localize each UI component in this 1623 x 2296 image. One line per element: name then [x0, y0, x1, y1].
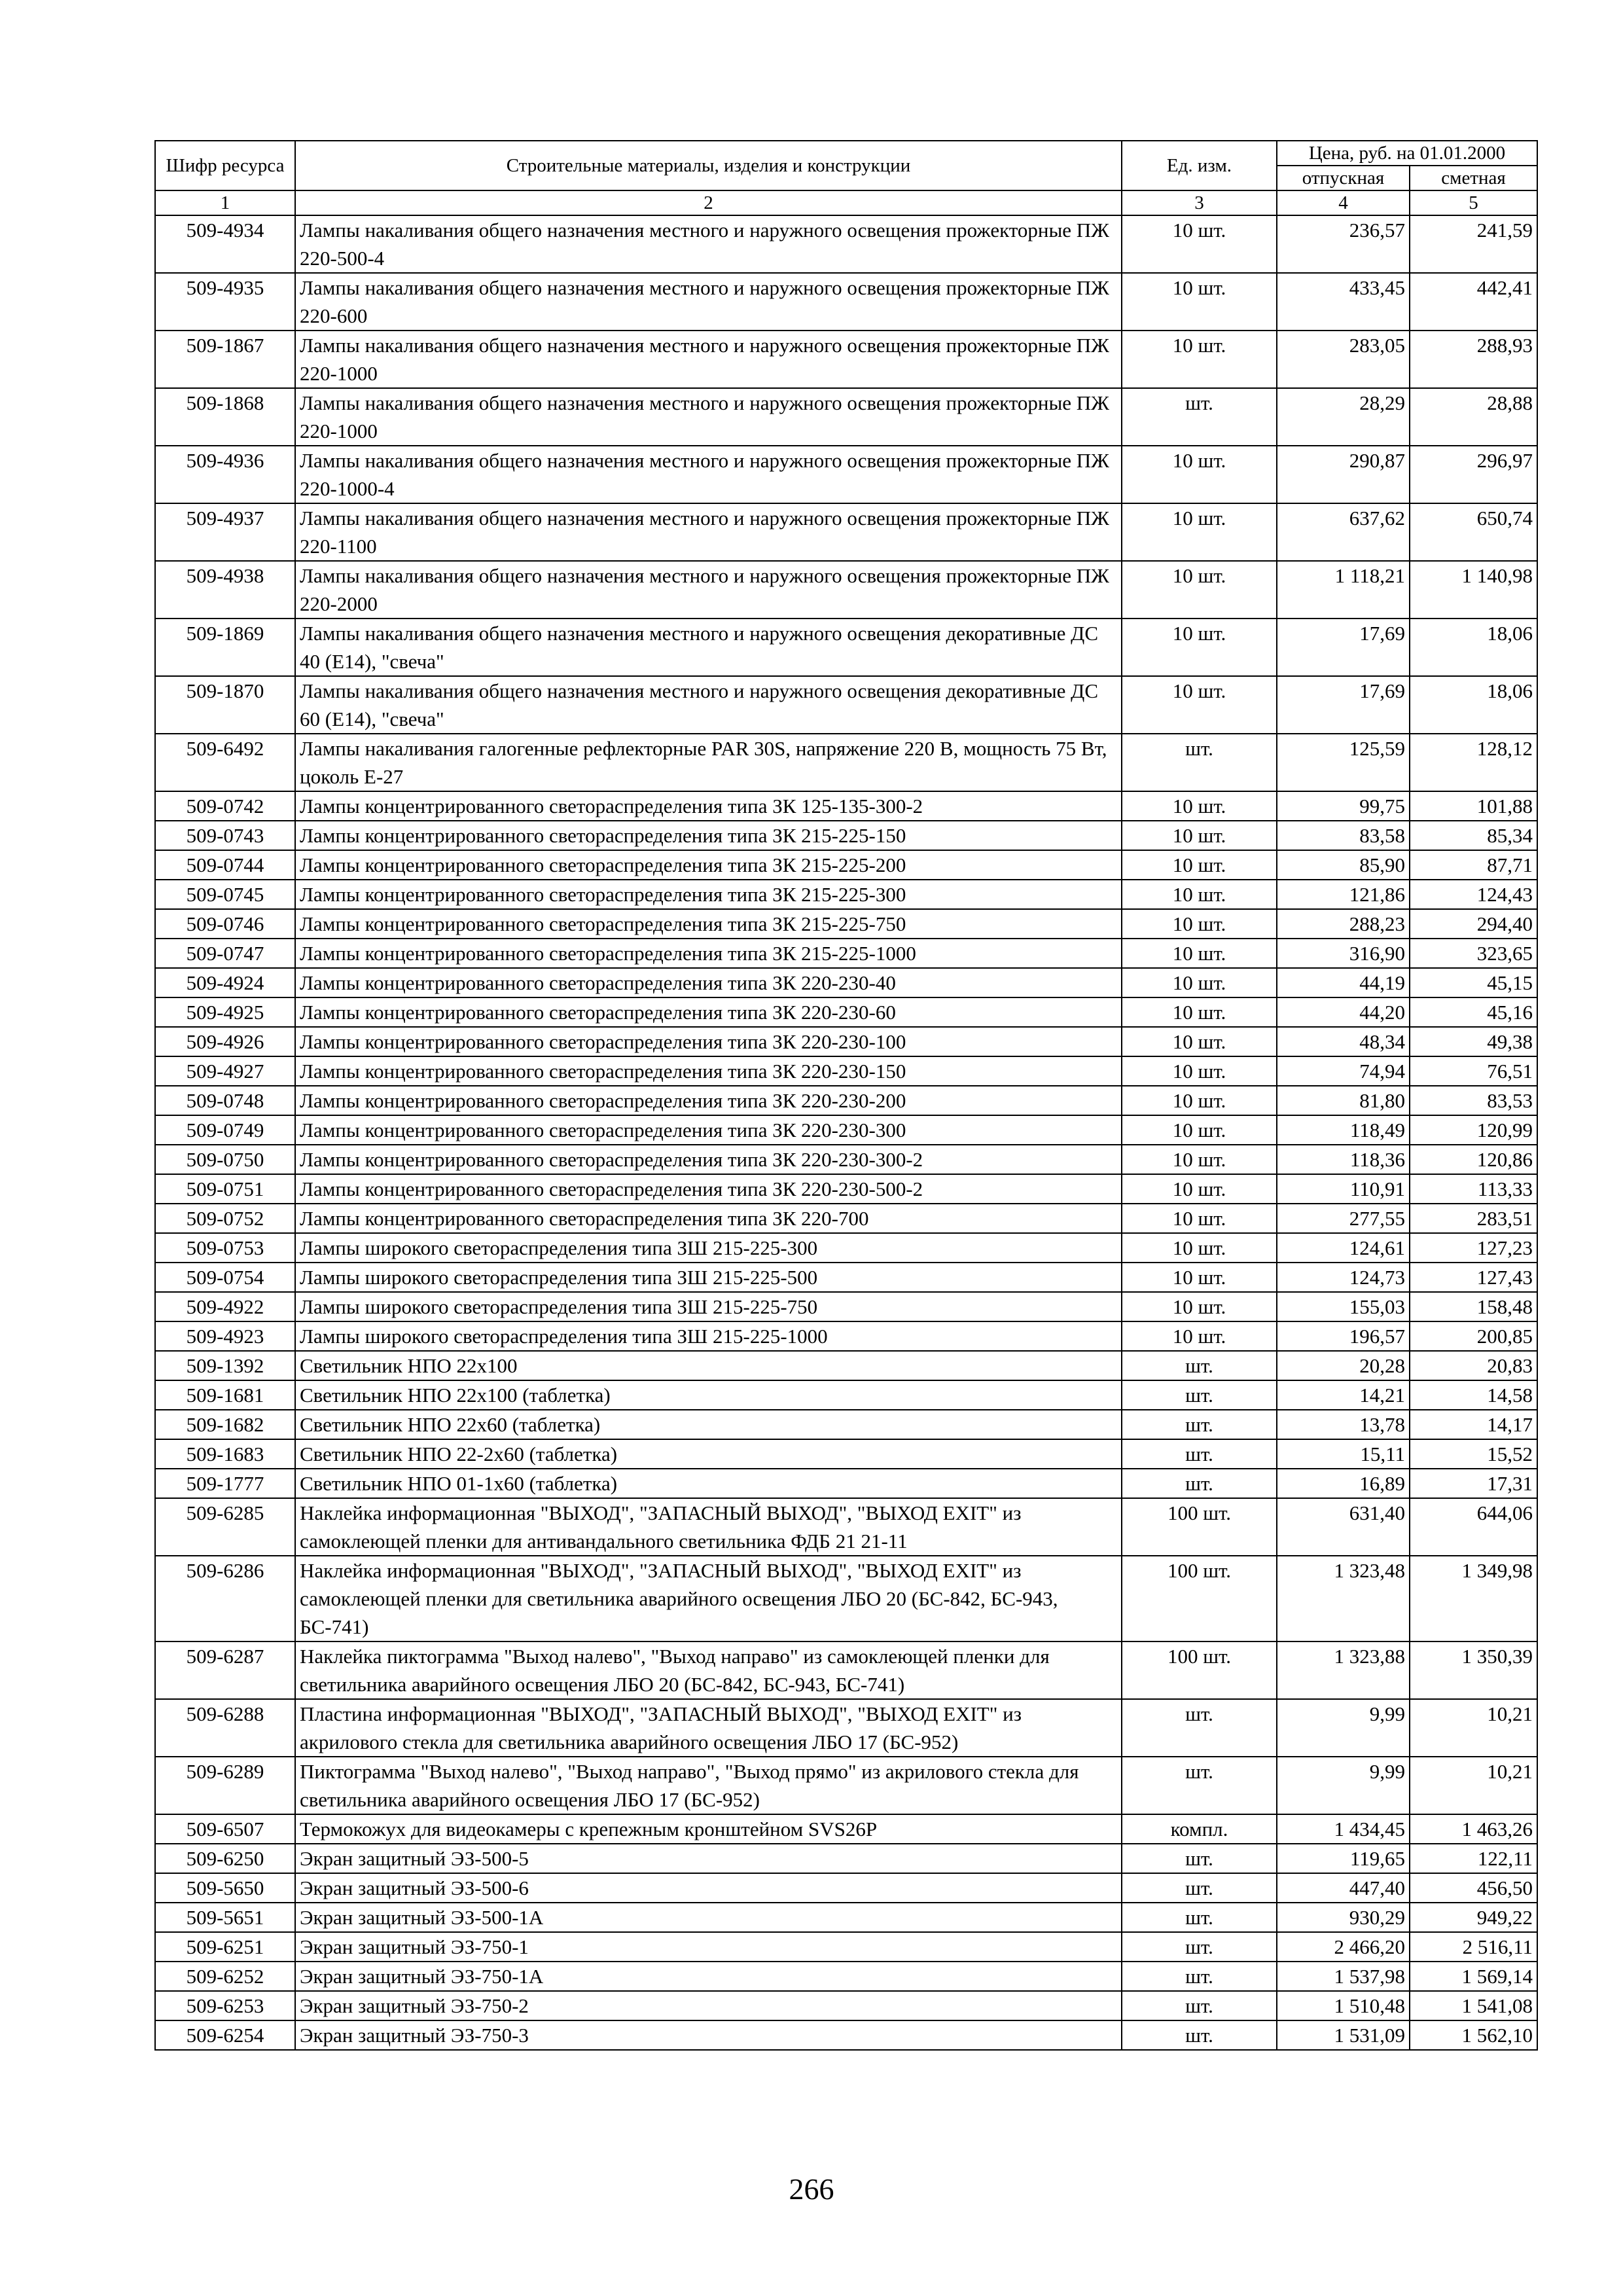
cell-release-price: 74,94 — [1277, 1056, 1410, 1086]
cell-code: 509-6286 — [155, 1556, 295, 1641]
cell-code: 509-0750 — [155, 1145, 295, 1174]
cell-name: Лампы концентрированного светораспределения типа ЗК 215-225-200 — [295, 850, 1122, 880]
cell-estimate-price: 127,23 — [1410, 1233, 1537, 1263]
cell-name: Лампы широкого светораспределения типа ЗШ 215-225-1000 — [295, 1321, 1122, 1351]
cell-code: 509-6507 — [155, 1814, 295, 1844]
cell-estimate-price: 45,15 — [1410, 968, 1537, 997]
cell-release-price: 85,90 — [1277, 850, 1410, 880]
cell-name: Лампы концентрированного светораспределения типа ЗК 220-700 — [295, 1204, 1122, 1233]
table-row — [155, 1844, 1537, 1873]
cell-estimate-price: 241,59 — [1410, 215, 1537, 273]
cell-estimate-price: 127,43 — [1410, 1263, 1537, 1292]
cell-name: Экран защитный ЭЗ-500-6 — [295, 1873, 1122, 1903]
cell-code: 509-4924 — [155, 968, 295, 997]
cell-code: 509-6250 — [155, 1844, 295, 1873]
table-row — [155, 1498, 1537, 1556]
cell-release-price: 2 466,20 — [1277, 1932, 1410, 1962]
cell-release-price: 20,28 — [1277, 1351, 1410, 1380]
cell-estimate-price: 650,74 — [1410, 503, 1537, 561]
cell-estimate-price: 113,33 — [1410, 1174, 1537, 1204]
price-table — [154, 140, 1538, 2051]
cell-name: Лампы концентрированного светораспределения типа ЗК 220-230-300 — [295, 1115, 1122, 1145]
cell-release-price: 125,59 — [1277, 734, 1410, 791]
cell-release-price: 119,65 — [1277, 1844, 1410, 1873]
column-number: 3 — [1122, 190, 1277, 215]
cell-release-price: 118,36 — [1277, 1145, 1410, 1174]
cell-unit: 10 шт. — [1122, 1204, 1277, 1233]
cell-release-price: 1 531,09 — [1277, 2020, 1410, 2050]
table-row — [155, 734, 1537, 791]
cell-code: 509-4922 — [155, 1292, 295, 1321]
cell-unit: 10 шт. — [1122, 1263, 1277, 1292]
cell-code: 509-4926 — [155, 1027, 295, 1056]
cell-name: Лампы концентрированного светораспределения типа ЗК 220-230-60 — [295, 997, 1122, 1027]
cell-release-price: 48,34 — [1277, 1027, 1410, 1056]
table-row — [155, 1174, 1537, 1204]
cell-name: Лампы накаливания общего назначения местного и наружного освещения прожекторные ПЖ 220-1000 — [295, 388, 1122, 446]
table-row — [155, 676, 1537, 734]
table-row — [155, 215, 1537, 273]
cell-estimate-price: 83,53 — [1410, 1086, 1537, 1115]
table-row — [155, 1115, 1537, 1145]
table-row — [155, 1233, 1537, 1263]
table-row — [155, 1086, 1537, 1115]
cell-unit: 10 шт. — [1122, 1292, 1277, 1321]
cell-unit: шт. — [1122, 388, 1277, 446]
cell-unit: 10 шт. — [1122, 968, 1277, 997]
cell-unit: 10 шт. — [1122, 619, 1277, 676]
cell-estimate-price: 17,31 — [1410, 1469, 1537, 1498]
cell-release-price: 17,69 — [1277, 619, 1410, 676]
header-code: Шифр ресурса — [155, 141, 295, 190]
cell-code: 509-4927 — [155, 1056, 295, 1086]
cell-estimate-price: 1 569,14 — [1410, 1962, 1537, 1991]
cell-name: Лампы накаливания общего назначения местного и наружного освещения прожекторные ПЖ 220-1100 — [295, 503, 1122, 561]
cell-code: 509-6253 — [155, 1991, 295, 2020]
cell-unit: 10 шт. — [1122, 909, 1277, 939]
cell-unit: 10 шт. — [1122, 676, 1277, 734]
cell-estimate-price: 283,51 — [1410, 1204, 1537, 1233]
table-row — [155, 1962, 1537, 1991]
cell-name: Пластина информационная "ВЫХОД", "ЗАПАСНЫЙ ВЫХОД", "ВЫХОД EXIT" из акрилового стекла для светильника аварийного освещения ЛБО 17 (БС-952) — [295, 1699, 1122, 1757]
cell-unit: 10 шт. — [1122, 821, 1277, 850]
cell-release-price: 290,87 — [1277, 446, 1410, 503]
cell-code: 509-6254 — [155, 2020, 295, 2050]
cell-code: 509-0749 — [155, 1115, 295, 1145]
table-row — [155, 1873, 1537, 1903]
cell-estimate-price: 49,38 — [1410, 1027, 1537, 1056]
cell-name: Наклейка информационная "ВЫХОД", "ЗАПАСНЫЙ ВЫХОД", "ВЫХОД EXIT" из самоклеющей пленки для антивандального светильника ФДБ 21 21-11 — [295, 1498, 1122, 1556]
cell-code: 509-0745 — [155, 880, 295, 909]
table-row — [155, 821, 1537, 850]
cell-code: 509-0748 — [155, 1086, 295, 1115]
cell-name: Светильник НПО 22-2х60 (таблетка) — [295, 1439, 1122, 1469]
cell-release-price: 81,80 — [1277, 1086, 1410, 1115]
cell-estimate-price: 120,99 — [1410, 1115, 1537, 1145]
cell-code: 509-6252 — [155, 1962, 295, 1991]
cell-release-price: 930,29 — [1277, 1903, 1410, 1932]
cell-name: Лампы концентрированного светораспределения типа ЗК 220-230-200 — [295, 1086, 1122, 1115]
table-row — [155, 968, 1537, 997]
cell-release-price: 1 537,98 — [1277, 1962, 1410, 1991]
cell-release-price: 155,03 — [1277, 1292, 1410, 1321]
cell-unit: шт. — [1122, 1699, 1277, 1757]
table-row — [155, 1991, 1537, 2020]
cell-name: Светильник НПО 01-1х60 (таблетка) — [295, 1469, 1122, 1498]
cell-code: 509-1868 — [155, 388, 295, 446]
cell-estimate-price: 644,06 — [1410, 1498, 1537, 1556]
cell-estimate-price: 456,50 — [1410, 1873, 1537, 1903]
cell-estimate-price: 18,06 — [1410, 676, 1537, 734]
cell-name: Лампы широкого светораспределения типа ЗШ 215-225-500 — [295, 1263, 1122, 1292]
cell-unit: 10 шт. — [1122, 1115, 1277, 1145]
cell-release-price: 99,75 — [1277, 791, 1410, 821]
cell-estimate-price: 949,22 — [1410, 1903, 1537, 1932]
cell-release-price: 28,29 — [1277, 388, 1410, 446]
cell-code: 509-4923 — [155, 1321, 295, 1351]
cell-code: 509-0742 — [155, 791, 295, 821]
cell-release-price: 1 510,48 — [1277, 1991, 1410, 2020]
cell-unit: 10 шт. — [1122, 939, 1277, 968]
cell-code: 509-0752 — [155, 1204, 295, 1233]
cell-release-price: 283,05 — [1277, 331, 1410, 388]
header-unit: Ед. изм. — [1122, 141, 1277, 190]
cell-unit: 10 шт. — [1122, 446, 1277, 503]
table-row — [155, 1351, 1537, 1380]
cell-name: Лампы концентрированного светораспределения типа ЗК 220-230-150 — [295, 1056, 1122, 1086]
table-row — [155, 1321, 1537, 1351]
cell-release-price: 288,23 — [1277, 909, 1410, 939]
cell-name: Лампы широкого светораспределения типа ЗШ 215-225-750 — [295, 1292, 1122, 1321]
cell-code: 509-6288 — [155, 1699, 295, 1757]
cell-estimate-price: 1 349,98 — [1410, 1556, 1537, 1641]
cell-release-price: 1 323,88 — [1277, 1641, 1410, 1699]
table-row — [155, 331, 1537, 388]
table-row — [155, 1699, 1537, 1757]
cell-release-price: 124,73 — [1277, 1263, 1410, 1292]
cell-unit: шт. — [1122, 1962, 1277, 1991]
table-row — [155, 791, 1537, 821]
cell-name: Экран защитный ЭЗ-750-3 — [295, 2020, 1122, 2050]
cell-unit: шт. — [1122, 1932, 1277, 1962]
table-row — [155, 1027, 1537, 1056]
cell-code: 509-4936 — [155, 446, 295, 503]
cell-unit: 10 шт. — [1122, 850, 1277, 880]
cell-unit: шт. — [1122, 1903, 1277, 1932]
cell-estimate-price: 10,21 — [1410, 1699, 1537, 1757]
table-row — [155, 1145, 1537, 1174]
cell-code: 509-1869 — [155, 619, 295, 676]
table-row — [155, 446, 1537, 503]
cell-unit: шт. — [1122, 1757, 1277, 1814]
cell-release-price: 433,45 — [1277, 273, 1410, 331]
cell-estimate-price: 10,21 — [1410, 1757, 1537, 1814]
cell-release-price: 1 434,45 — [1277, 1814, 1410, 1844]
cell-code: 509-0753 — [155, 1233, 295, 1263]
column-number: 4 — [1277, 190, 1410, 215]
cell-name: Лампы широкого светораспределения типа ЗШ 215-225-300 — [295, 1233, 1122, 1263]
cell-estimate-price: 288,93 — [1410, 331, 1537, 388]
cell-estimate-price: 15,52 — [1410, 1439, 1537, 1469]
cell-name: Лампы накаливания общего назначения местного и наружного освещения прожекторные ПЖ 220-2000 — [295, 561, 1122, 619]
cell-release-price: 1 323,48 — [1277, 1556, 1410, 1641]
cell-release-price: 121,86 — [1277, 880, 1410, 909]
cell-code: 509-1681 — [155, 1380, 295, 1410]
cell-release-price: 637,62 — [1277, 503, 1410, 561]
cell-release-price: 316,90 — [1277, 939, 1410, 968]
cell-code: 509-0744 — [155, 850, 295, 880]
cell-unit: 10 шт. — [1122, 1321, 1277, 1351]
cell-release-price: 44,20 — [1277, 997, 1410, 1027]
cell-estimate-price: 1 463,26 — [1410, 1814, 1537, 1844]
cell-name: Лампы накаливания галогенные рефлекторные PAR 30S, напряжение 220 В, мощность 75 Вт, цоколь Е-27 — [295, 734, 1122, 791]
cell-code: 509-1777 — [155, 1469, 295, 1498]
cell-estimate-price: 14,17 — [1410, 1410, 1537, 1439]
cell-estimate-price: 85,34 — [1410, 821, 1537, 850]
table-row — [155, 1263, 1537, 1292]
table-row — [155, 850, 1537, 880]
cell-name: Лампы концентрированного светораспределения типа ЗК 215-225-750 — [295, 909, 1122, 939]
cell-estimate-price: 18,06 — [1410, 619, 1537, 676]
cell-estimate-price: 1 140,98 — [1410, 561, 1537, 619]
cell-unit: шт. — [1122, 1469, 1277, 1498]
cell-name: Наклейка пиктограмма "Выход налево", "Выход направо" из самоклеющей пленки для светильника аварийного освещения ЛБО 20 (БС-842, БС-943, БС-741) — [295, 1641, 1122, 1699]
cell-release-price: 17,69 — [1277, 676, 1410, 734]
cell-release-price: 631,40 — [1277, 1498, 1410, 1556]
cell-name: Экран защитный ЭЗ-500-1А — [295, 1903, 1122, 1932]
cell-estimate-price: 1 350,39 — [1410, 1641, 1537, 1699]
cell-estimate-price: 87,71 — [1410, 850, 1537, 880]
table-row — [155, 1469, 1537, 1498]
cell-unit: шт. — [1122, 1380, 1277, 1410]
cell-estimate-price: 120,86 — [1410, 1145, 1537, 1174]
cell-unit: 10 шт. — [1122, 1233, 1277, 1263]
column-number: 5 — [1410, 190, 1537, 215]
header-price: Цена, руб. на 01.01.2000 — [1277, 141, 1537, 166]
cell-code: 509-0751 — [155, 1174, 295, 1204]
page-number: 266 — [789, 2172, 834, 2206]
cell-name: Лампы накаливания общего назначения местного и наружного освещения прожекторные ПЖ 220-500-4 — [295, 215, 1122, 273]
cell-unit: 10 шт. — [1122, 880, 1277, 909]
cell-release-price: 110,91 — [1277, 1174, 1410, 1204]
cell-code: 509-1867 — [155, 331, 295, 388]
cell-name: Лампы концентрированного светораспределения типа ЗК 215-225-300 — [295, 880, 1122, 909]
cell-code: 509-1870 — [155, 676, 295, 734]
cell-code: 509-4935 — [155, 273, 295, 331]
table-row — [155, 1903, 1537, 1932]
cell-code: 509-0746 — [155, 909, 295, 939]
cell-estimate-price: 200,85 — [1410, 1321, 1537, 1351]
cell-estimate-price: 1 562,10 — [1410, 2020, 1537, 2050]
cell-name: Лампы концентрированного светораспределения типа ЗК 220-230-500-2 — [295, 1174, 1122, 1204]
cell-unit: 100 шт. — [1122, 1498, 1277, 1556]
table-row — [155, 561, 1537, 619]
cell-code: 509-4925 — [155, 997, 295, 1027]
cell-estimate-price: 128,12 — [1410, 734, 1537, 791]
cell-estimate-price: 124,43 — [1410, 880, 1537, 909]
cell-unit: 10 шт. — [1122, 1027, 1277, 1056]
table-row — [155, 273, 1537, 331]
cell-name: Лампы концентрированного светораспределения типа ЗК 220-230-40 — [295, 968, 1122, 997]
cell-unit: 10 шт. — [1122, 561, 1277, 619]
table-header — [155, 141, 1537, 215]
cell-unit: шт. — [1122, 734, 1277, 791]
cell-name: Экран защитный ЭЗ-750-2 — [295, 1991, 1122, 2020]
cell-name: Светильник НПО 22х100 (таблетка) — [295, 1380, 1122, 1410]
cell-code: 509-1392 — [155, 1351, 295, 1380]
cell-code: 509-1682 — [155, 1410, 295, 1439]
table-row — [155, 1380, 1537, 1410]
cell-estimate-price: 2 516,11 — [1410, 1932, 1537, 1962]
table-row — [155, 1439, 1537, 1469]
cell-name: Термокожух для видеокамеры с крепежным кронштейном SVS26P — [295, 1814, 1122, 1844]
cell-release-price: 277,55 — [1277, 1204, 1410, 1233]
cell-name: Пиктограмма "Выход налево", "Выход направо", "Выход прямо" из акрилового стекла для светильника аварийного освещения ЛБО 17 (БС-952) — [295, 1757, 1122, 1814]
cell-release-price: 236,57 — [1277, 215, 1410, 273]
table-row — [155, 1814, 1537, 1844]
cell-unit: компл. — [1122, 1814, 1277, 1844]
cell-name: Лампы накаливания общего назначения местного и наружного освещения прожекторные ПЖ 220-600 — [295, 273, 1122, 331]
cell-name: Лампы концентрированного светораспределения типа ЗК 220-230-100 — [295, 1027, 1122, 1056]
cell-code: 509-6285 — [155, 1498, 295, 1556]
table-row — [155, 909, 1537, 939]
table-row — [155, 1757, 1537, 1814]
cell-release-price: 447,40 — [1277, 1873, 1410, 1903]
cell-code: 509-6251 — [155, 1932, 295, 1962]
price-table-container — [154, 140, 1537, 2051]
cell-unit: шт. — [1122, 1410, 1277, 1439]
cell-code: 509-6287 — [155, 1641, 295, 1699]
cell-code: 509-4937 — [155, 503, 295, 561]
cell-unit: 10 шт. — [1122, 331, 1277, 388]
cell-name: Экран защитный ЭЗ-500-5 — [295, 1844, 1122, 1873]
cell-estimate-price: 45,16 — [1410, 997, 1537, 1027]
cell-estimate-price: 294,40 — [1410, 909, 1537, 939]
cell-unit: 10 шт. — [1122, 503, 1277, 561]
table-row — [155, 1932, 1537, 1962]
cell-unit: 10 шт. — [1122, 1174, 1277, 1204]
cell-code: 509-0754 — [155, 1263, 295, 1292]
cell-code: 509-0747 — [155, 939, 295, 968]
cell-estimate-price: 323,65 — [1410, 939, 1537, 968]
cell-unit: 10 шт. — [1122, 1056, 1277, 1086]
cell-unit: шт. — [1122, 1439, 1277, 1469]
cell-estimate-price: 101,88 — [1410, 791, 1537, 821]
cell-unit: 10 шт. — [1122, 791, 1277, 821]
cell-estimate-price: 28,88 — [1410, 388, 1537, 446]
cell-unit: шт. — [1122, 1844, 1277, 1873]
header-name: Строительные материалы, изделия и конструкции — [295, 141, 1122, 190]
cell-unit: шт. — [1122, 1991, 1277, 2020]
table-row — [155, 503, 1537, 561]
cell-release-price: 16,89 — [1277, 1469, 1410, 1498]
table-row — [155, 1556, 1537, 1641]
cell-name: Лампы концентрированного светораспределения типа ЗК 125-135-300-2 — [295, 791, 1122, 821]
cell-name: Лампы накаливания общего назначения местного и наружного освещения декоративные ДС 40 (Е14), "свеча" — [295, 619, 1122, 676]
table-row — [155, 1410, 1537, 1439]
table-row — [155, 388, 1537, 446]
cell-unit: 100 шт. — [1122, 1641, 1277, 1699]
table-row — [155, 1204, 1537, 1233]
table-body — [155, 215, 1537, 2050]
cell-release-price: 118,49 — [1277, 1115, 1410, 1145]
cell-code: 509-5650 — [155, 1873, 295, 1903]
cell-estimate-price: 442,41 — [1410, 273, 1537, 331]
cell-release-price: 14,21 — [1277, 1380, 1410, 1410]
cell-unit: шт. — [1122, 1873, 1277, 1903]
header-estimate-price: сметная — [1410, 166, 1537, 190]
cell-code: 509-4934 — [155, 215, 295, 273]
table-row — [155, 1641, 1537, 1699]
header-release-price: отпускная — [1277, 166, 1410, 190]
cell-estimate-price: 1 541,08 — [1410, 1991, 1537, 2020]
cell-release-price: 196,57 — [1277, 1321, 1410, 1351]
cell-release-price: 15,11 — [1277, 1439, 1410, 1469]
cell-release-price: 124,61 — [1277, 1233, 1410, 1263]
cell-name: Экран защитный ЭЗ-750-1 — [295, 1932, 1122, 1962]
cell-name: Лампы концентрированного светораспределения типа ЗК 215-225-1000 — [295, 939, 1122, 968]
cell-release-price: 1 118,21 — [1277, 561, 1410, 619]
cell-estimate-price: 122,11 — [1410, 1844, 1537, 1873]
cell-name: Экран защитный ЭЗ-750-1А — [295, 1962, 1122, 1991]
cell-release-price: 13,78 — [1277, 1410, 1410, 1439]
cell-code: 509-0743 — [155, 821, 295, 850]
cell-release-price: 9,99 — [1277, 1699, 1410, 1757]
cell-name: Светильник НПО 22х100 — [295, 1351, 1122, 1380]
cell-name: Наклейка информационная "ВЫХОД", "ЗАПАСНЫЙ ВЫХОД", "ВЫХОД EXIT" из самоклеющей пленки для светильника аварийного освещения ЛБО 20 (БС-842, БС-943, БС-741) — [295, 1556, 1122, 1641]
cell-release-price: 9,99 — [1277, 1757, 1410, 1814]
table-row — [155, 880, 1537, 909]
cell-name: Светильник НПО 22х60 (таблетка) — [295, 1410, 1122, 1439]
cell-code: 509-6492 — [155, 734, 295, 791]
table-row — [155, 939, 1537, 968]
table-row — [155, 997, 1537, 1027]
cell-code: 509-5651 — [155, 1903, 295, 1932]
table-row — [155, 619, 1537, 676]
column-number: 2 — [295, 190, 1122, 215]
cell-unit: 10 шт. — [1122, 997, 1277, 1027]
cell-unit: 10 шт. — [1122, 1145, 1277, 1174]
cell-name: Лампы концентрированного светораспределения типа ЗК 215-225-150 — [295, 821, 1122, 850]
cell-estimate-price: 158,48 — [1410, 1292, 1537, 1321]
cell-code: 509-1683 — [155, 1439, 295, 1469]
table-row — [155, 1056, 1537, 1086]
cell-code: 509-4938 — [155, 561, 295, 619]
cell-name: Лампы накаливания общего назначения местного и наружного освещения прожекторные ПЖ 220-1000-4 — [295, 446, 1122, 503]
cell-name: Лампы накаливания общего назначения местного и наружного освещения прожекторные ПЖ 220-1000 — [295, 331, 1122, 388]
table-row — [155, 2020, 1537, 2050]
cell-unit: шт. — [1122, 1351, 1277, 1380]
column-number: 1 — [155, 190, 295, 215]
cell-release-price: 83,58 — [1277, 821, 1410, 850]
cell-estimate-price: 76,51 — [1410, 1056, 1537, 1086]
cell-name: Лампы концентрированного светораспределения типа ЗК 220-230-300-2 — [295, 1145, 1122, 1174]
cell-unit: шт. — [1122, 2020, 1277, 2050]
cell-unit: 10 шт. — [1122, 273, 1277, 331]
cell-estimate-price: 20,83 — [1410, 1351, 1537, 1380]
table-row — [155, 1292, 1537, 1321]
cell-code: 509-6289 — [155, 1757, 295, 1814]
cell-unit: 10 шт. — [1122, 215, 1277, 273]
cell-unit: 10 шт. — [1122, 1086, 1277, 1115]
cell-unit: 100 шт. — [1122, 1556, 1277, 1641]
cell-release-price: 44,19 — [1277, 968, 1410, 997]
cell-name: Лампы накаливания общего назначения местного и наружного освещения декоративные ДС 60 (Е14), "свеча" — [295, 676, 1122, 734]
cell-estimate-price: 296,97 — [1410, 446, 1537, 503]
cell-estimate-price: 14,58 — [1410, 1380, 1537, 1410]
column-numbers-row — [155, 190, 1537, 215]
